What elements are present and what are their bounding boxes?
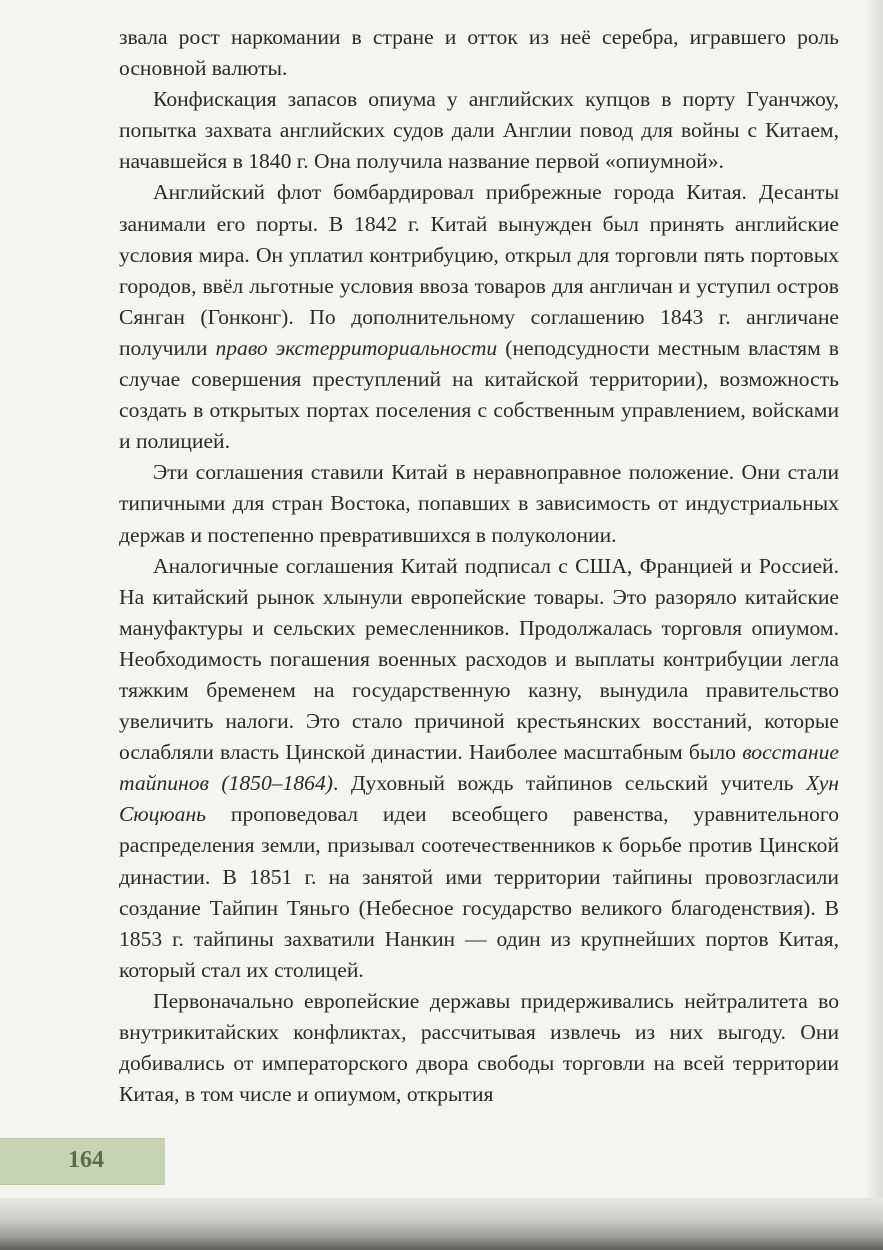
text-run: (неподсудности местным властям в случае совершения преступлений на китайской территории), возможность создать в открытых портах поселения с собственным управлением, войсками и полицией.	[119, 335, 839, 454]
text-run: Английский флот бомбардировал прибрежные города Китая. Десанты занимали его порты. В 1842 г. Китай вынужден был принять английские условия мира. Он уплатил контрибуцию, открыл для торговли пять портовых городов, ввёл льготные условия ввоза товаров для англичан и уступил остров Сянган (Гонконг). По дополнительному соглашению 1843 г. англичане получили	[119, 180, 839, 360]
paragraph-p5	[119, 551, 839, 986]
paragraph-p4	[119, 457, 839, 550]
page-number-tab	[0, 1138, 165, 1185]
paragraph-p2	[119, 84, 839, 177]
page-number: 164	[68, 1147, 104, 1173]
text-run: Аналогичные соглашения Китай подписал с США, Францией и Россией. На китайский рынок хлынули европейские товары. Это разоряло китайские мануфактуры и сельских ремесленников. Продолжалась торговля опиумом. Необходимость погашения военных расходов и выплаты контрибуции легла тяжким бременем на государственную казну, вынудила правительство увеличить налоги. Это стало причиной крестьянских восстаний, которые ослабляли власть Цинской династии. Наиболее масштабным было	[119, 553, 839, 765]
paragraph-p6	[119, 986, 839, 1110]
text-run: Конфискация запасов опиума у английских купцов в порту Гуанчжоу, попытка захвата английских судов дали Англии повод для войны с Китаем, начавшейся в 1840 г. Она получила название первой «опиумной».	[119, 87, 839, 174]
text-run: Эти соглашения ставили Китай в неравноправное положение. Они стали типичными для стран Востока, попавших в зависимость от индустриальных держав и постепенно превратившихся в полуколонии.	[119, 460, 839, 547]
page-edge-shadow-bottom	[0, 1198, 883, 1250]
paragraph-p1	[119, 22, 839, 84]
text-run: звала рост наркомании в стране и отток из неё серебра, игравшего роль основной валюты.	[119, 25, 839, 81]
text-run: . Духовный вождь тайпинов сельский учитель	[332, 771, 806, 796]
page-edge-shadow-right	[865, 0, 883, 1250]
text-run: Первоначально европейские державы придерживались нейтралитета во внутрикитайских конфликтах, рассчитывая извлечь из них выгоду. Они добивались от императорского двора свободы торговли на всей территории Китая, в том числе и опиумом, открытия	[119, 988, 839, 1107]
italic-term: право экстерриториальности	[215, 335, 498, 360]
page-text-column	[119, 22, 839, 1110]
paragraph-p3	[119, 177, 839, 457]
italic-term: Хун Сюцюань	[119, 771, 839, 827]
text-run: проповедовал идеи всеобщего равенства, уравнительного распределения земли, призывал соотечественников к борьбе против Цинской династии. В 1851 г. на занятой ими территории тайпины провозгласили создание Тайпин Тяньго (Небесное государство великого благоденствия). В 1853 г. тайпины захватили Нанкин — один из крупнейших портов Китая, который стал их столицей.	[119, 802, 839, 982]
italic-term: восстание тайпинов (1850–1864)	[119, 740, 839, 796]
